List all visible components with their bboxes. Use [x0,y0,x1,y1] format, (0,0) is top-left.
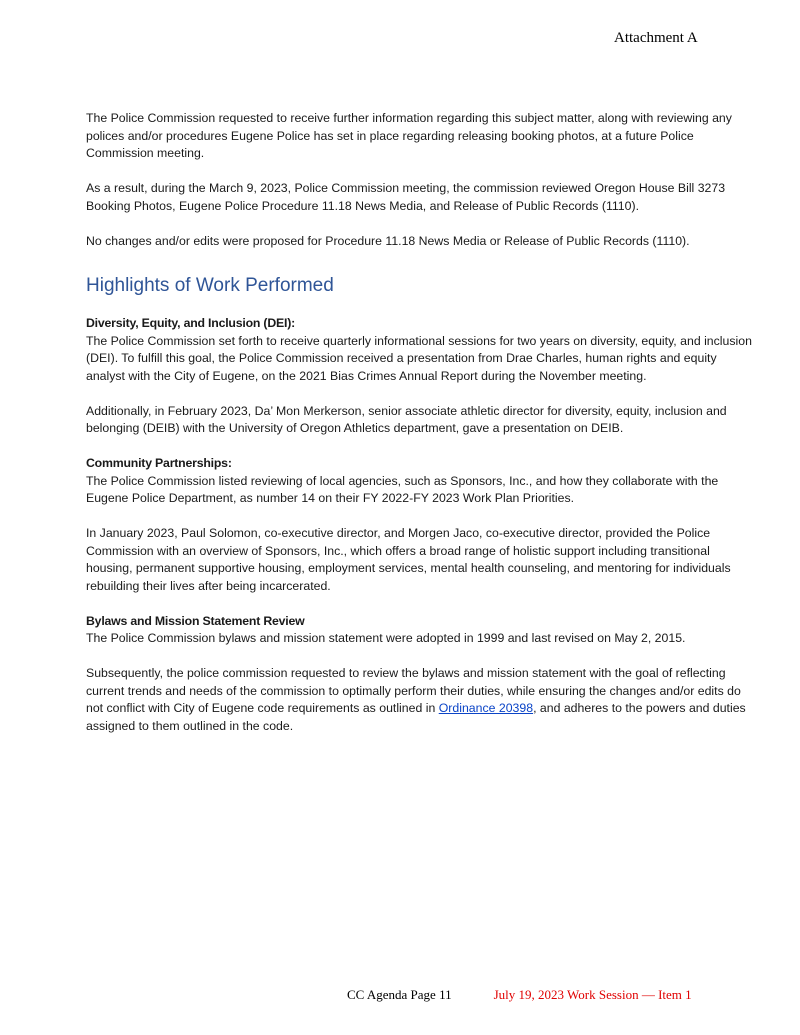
work-session-label: July 19, 2023 Work Session — Item 1 [493,987,692,1002]
paragraph-sponsors-overview: In January 2023, Paul Solomon, co-executive director, and Morgen Jaco, co-executive director, provided the Police Commission with an overview of Sponsors, Inc., which offers a broad range of holistic support including transitional housing, permanent supportive housing, employment services, mental health counseling, and mentoring for individuals rebuilding their lives after being incarcerated. [86,526,731,593]
bylaws-review-text-start: Subsequently, the police commission requested to review the bylaws and mission statement with the goal of reflecting current trends and needs of the commission to optimally perform their duties, while ensuring the changes and/or edits do not conflict with City of Eugene code requirements as outlined in [86,666,741,715]
page-footer [347,987,692,1003]
subheading-community-partnerships: Community Partnerships: [86,456,232,470]
paragraph-bylaws-adopted: The Police Commission bylaws and mission statement were adopted in 1999 and last revised on May 2, 2015. [86,631,686,645]
document-body [86,110,754,735]
bylaws-review-text-end: , and adheres to the powers and duties assigned to them outlined in the code. [86,701,746,733]
agenda-page-number: CC Agenda Page 11 [347,987,452,1002]
section-title-highlights: Highlights of Work Performed [86,275,334,296]
paragraph-bylaws-review [86,665,754,735]
paragraph-dei-sessions: The Police Commission set forth to receive quarterly informational sessions for two years on diversity, equity, and inclusion (DEI). To fulfill this goal, the Police Commission received a presentation from Drae Charles, human rights and equity analyst with the City of Eugene, on the 2021 Bias Crimes Annual Report during the November meeting. [86,333,752,383]
paragraph-deib-presentation: Additionally, in February 2023, Da’ Mon Merkerson, senior associate athletic director for diversity, equity, inclusion and belonging (DEIB) with the University of Oregon Athletics department, gave a presentation on DEIB. [86,403,727,435]
paragraph-booking-photos: The Police Commission requested to receive further information regarding this subject matter, along with reviewing any polices and/or procedures Eugene Police has set in place regarding releasing booking photos, at a future Police Commission meeting. [86,111,732,160]
subheading-bylaws: Bylaws and Mission Statement Review [86,613,305,628]
paragraph-sponsors-priority: The Police Commission listed reviewing of local agencies, such as Sponsors, Inc., and how they collaborate with the Eugene Police Department, as number 14 on their FY 2022-FY 2023 Work Plan Priorities. [86,473,719,505]
subheading-dei: Diversity, Equity, and Inclusion (DEI): [86,316,296,330]
attachment-label: Attachment A [614,30,698,46]
paragraph-no-changes: No changes and/or edits were proposed for Procedure 11.18 News Media or Release of Public Records (1110). [86,233,690,248]
ordinance-link[interactable]: Ordinance 20398 [438,701,534,715]
paragraph-march-meeting: As a result, during the March 9, 2023, Police Commission meeting, the commission reviewed Oregon House Bill 3273 Booking Photos, Eugene Police Procedure 11.18 News Media, and Release of Public Records (1110). [86,181,726,213]
